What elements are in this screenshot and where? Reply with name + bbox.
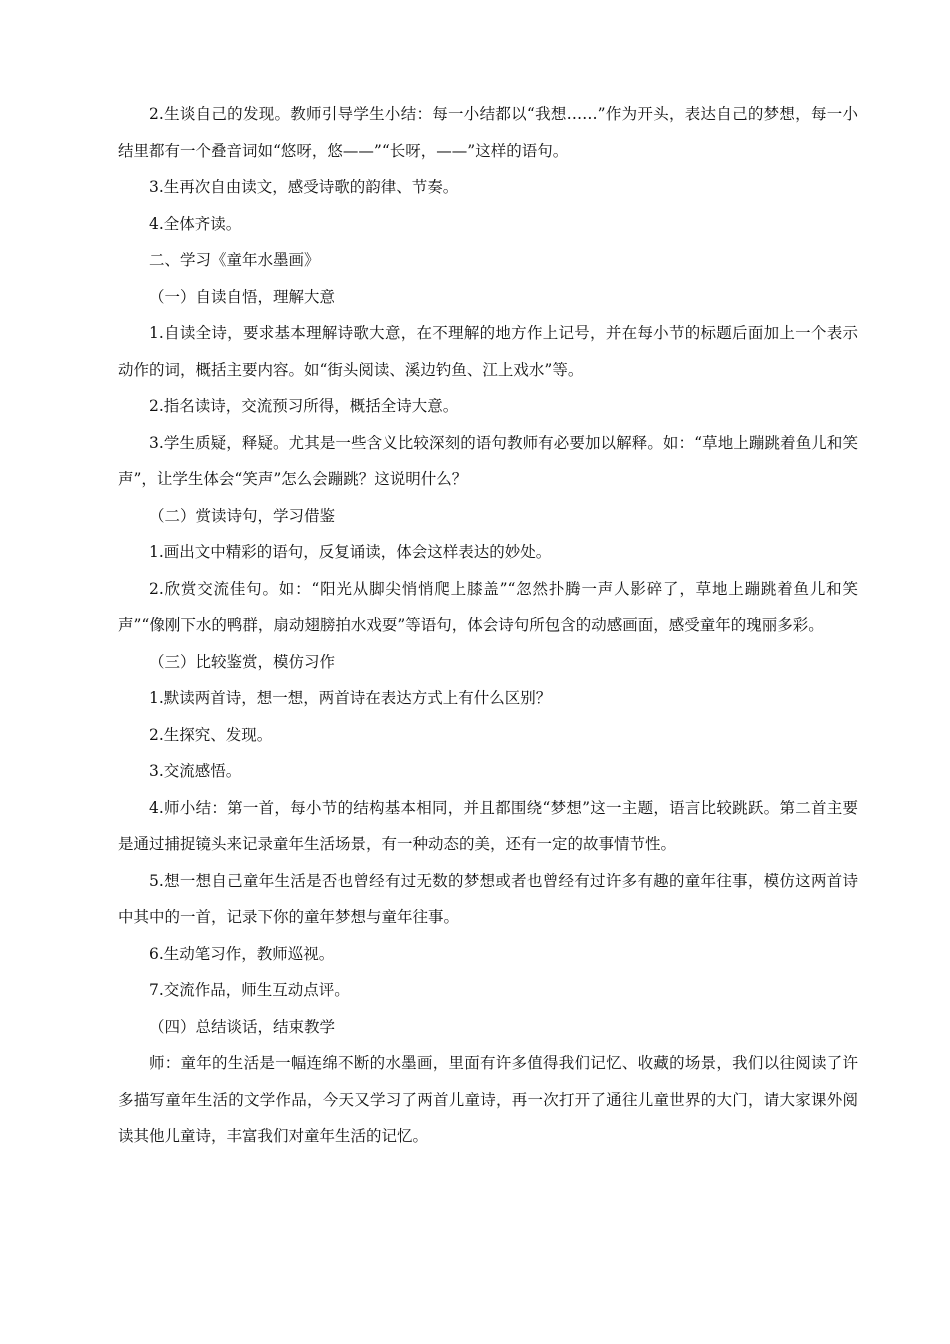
paragraph-group-reading: 4.全体齐读。 bbox=[149, 214, 242, 233]
paragraph-share-works: 7.交流作品，师生互动点评。 bbox=[149, 981, 350, 999]
paragraph-named-reading: 2.指名读诗，交流预习所得，概括全诗大意。 bbox=[149, 397, 459, 415]
paragraph-teacher-summary: 4.师小结：第一首，每小节的结构基本相同，并且都围绕“梦想”这一主题，语言比较跳跃。第二首主要是通过捕捉镜头来记录童年生活场景，有一种动态的美，还有一定的故事情节性。 bbox=[118, 798, 858, 853]
paragraph-closing-talk: 师：童年的生活是一幅连绵不断的水墨画，里面有许多值得我们记忆、收藏的场景，我们以往阅读了许多描写童年生活的文学作品，今天又学习了两首儿童诗，再一次打开了通往儿童世界的大门，请大家课外阅读其他儿童诗，丰富我们对童年生活的记忆。 bbox=[118, 1054, 858, 1145]
paragraph-questioning: 3.学生质疑，释疑。尤其是一些含义比较深刻的语句教师有必要加以解释。如：“草地上蹦跳着鱼儿和笑声”，让学生体会“笑声”怎么会蹦跳？这说明什么？ bbox=[118, 433, 858, 488]
paragraph-share-insights: 3.交流感悟。 bbox=[149, 762, 242, 780]
paragraph-self-reading: 1.自读全诗，要求基本理解诗歌大意，在不理解的地方作上记号，并在每小节的标题后面加上一个表示动作的词，概括主要内容。如“街头阅读、溪边钓鱼、江上戏水”等。 bbox=[118, 324, 858, 379]
paragraph-imitation-writing: 5.想一想自己童年生活是否也曾经有过无数的梦想或者也曾经有过许多有趣的童年往事，模仿这两首诗中其中的一首，记录下你的童年梦想与童年往事。 bbox=[118, 871, 858, 926]
subsection-heading-two: （二）赏读诗句，学习借鉴 bbox=[149, 506, 336, 525]
paragraph-silent-reading: 1.默读两首诗，想一想，两首诗在表达方式上有什么区别？ bbox=[149, 689, 552, 707]
paragraph-discovery-summary: 2.生谈自己的发现。教师引导学生小结：每一小结都以“我想……”作为开头，表达自己的梦想，每一小结里都有一个叠音词如“悠呀，悠——”“长呀，——”这样的语句。 bbox=[118, 105, 858, 160]
paragraph-explore: 2.生探究、发现。 bbox=[149, 725, 273, 744]
paragraph-free-reading: 3.生再次自由读文，感受诗歌的韵律、节奏。 bbox=[149, 178, 459, 196]
subsection-heading-three: （三）比较鉴赏，模仿习作 bbox=[149, 652, 336, 671]
section-heading-two: 二、学习《童年水墨画》 bbox=[149, 251, 320, 269]
subsection-heading-one: （一）自读自悟，理解大意 bbox=[149, 287, 336, 306]
paragraph-appreciate-sentences: 2.欣赏交流佳句。如：“阳光从脚尖悄悄爬上膝盖”“忽然扑腾一声人影碎了，草地上蹦跳着鱼儿和笑声”“像刚下水的鸭群，扇动翅膀拍水戏耍”等语句，体会诗句所包含的动感画面，感受童年的瑰丽多彩。 bbox=[118, 579, 858, 634]
paragraph-mark-sentences: 1.画出文中精彩的语句，反复诵读，体会这样表达的妙处。 bbox=[149, 543, 552, 561]
subsection-heading-four: （四）总结谈话，结束教学 bbox=[149, 1017, 336, 1036]
paragraph-writing-practice: 6.生动笔习作，教师巡视。 bbox=[149, 944, 335, 963]
